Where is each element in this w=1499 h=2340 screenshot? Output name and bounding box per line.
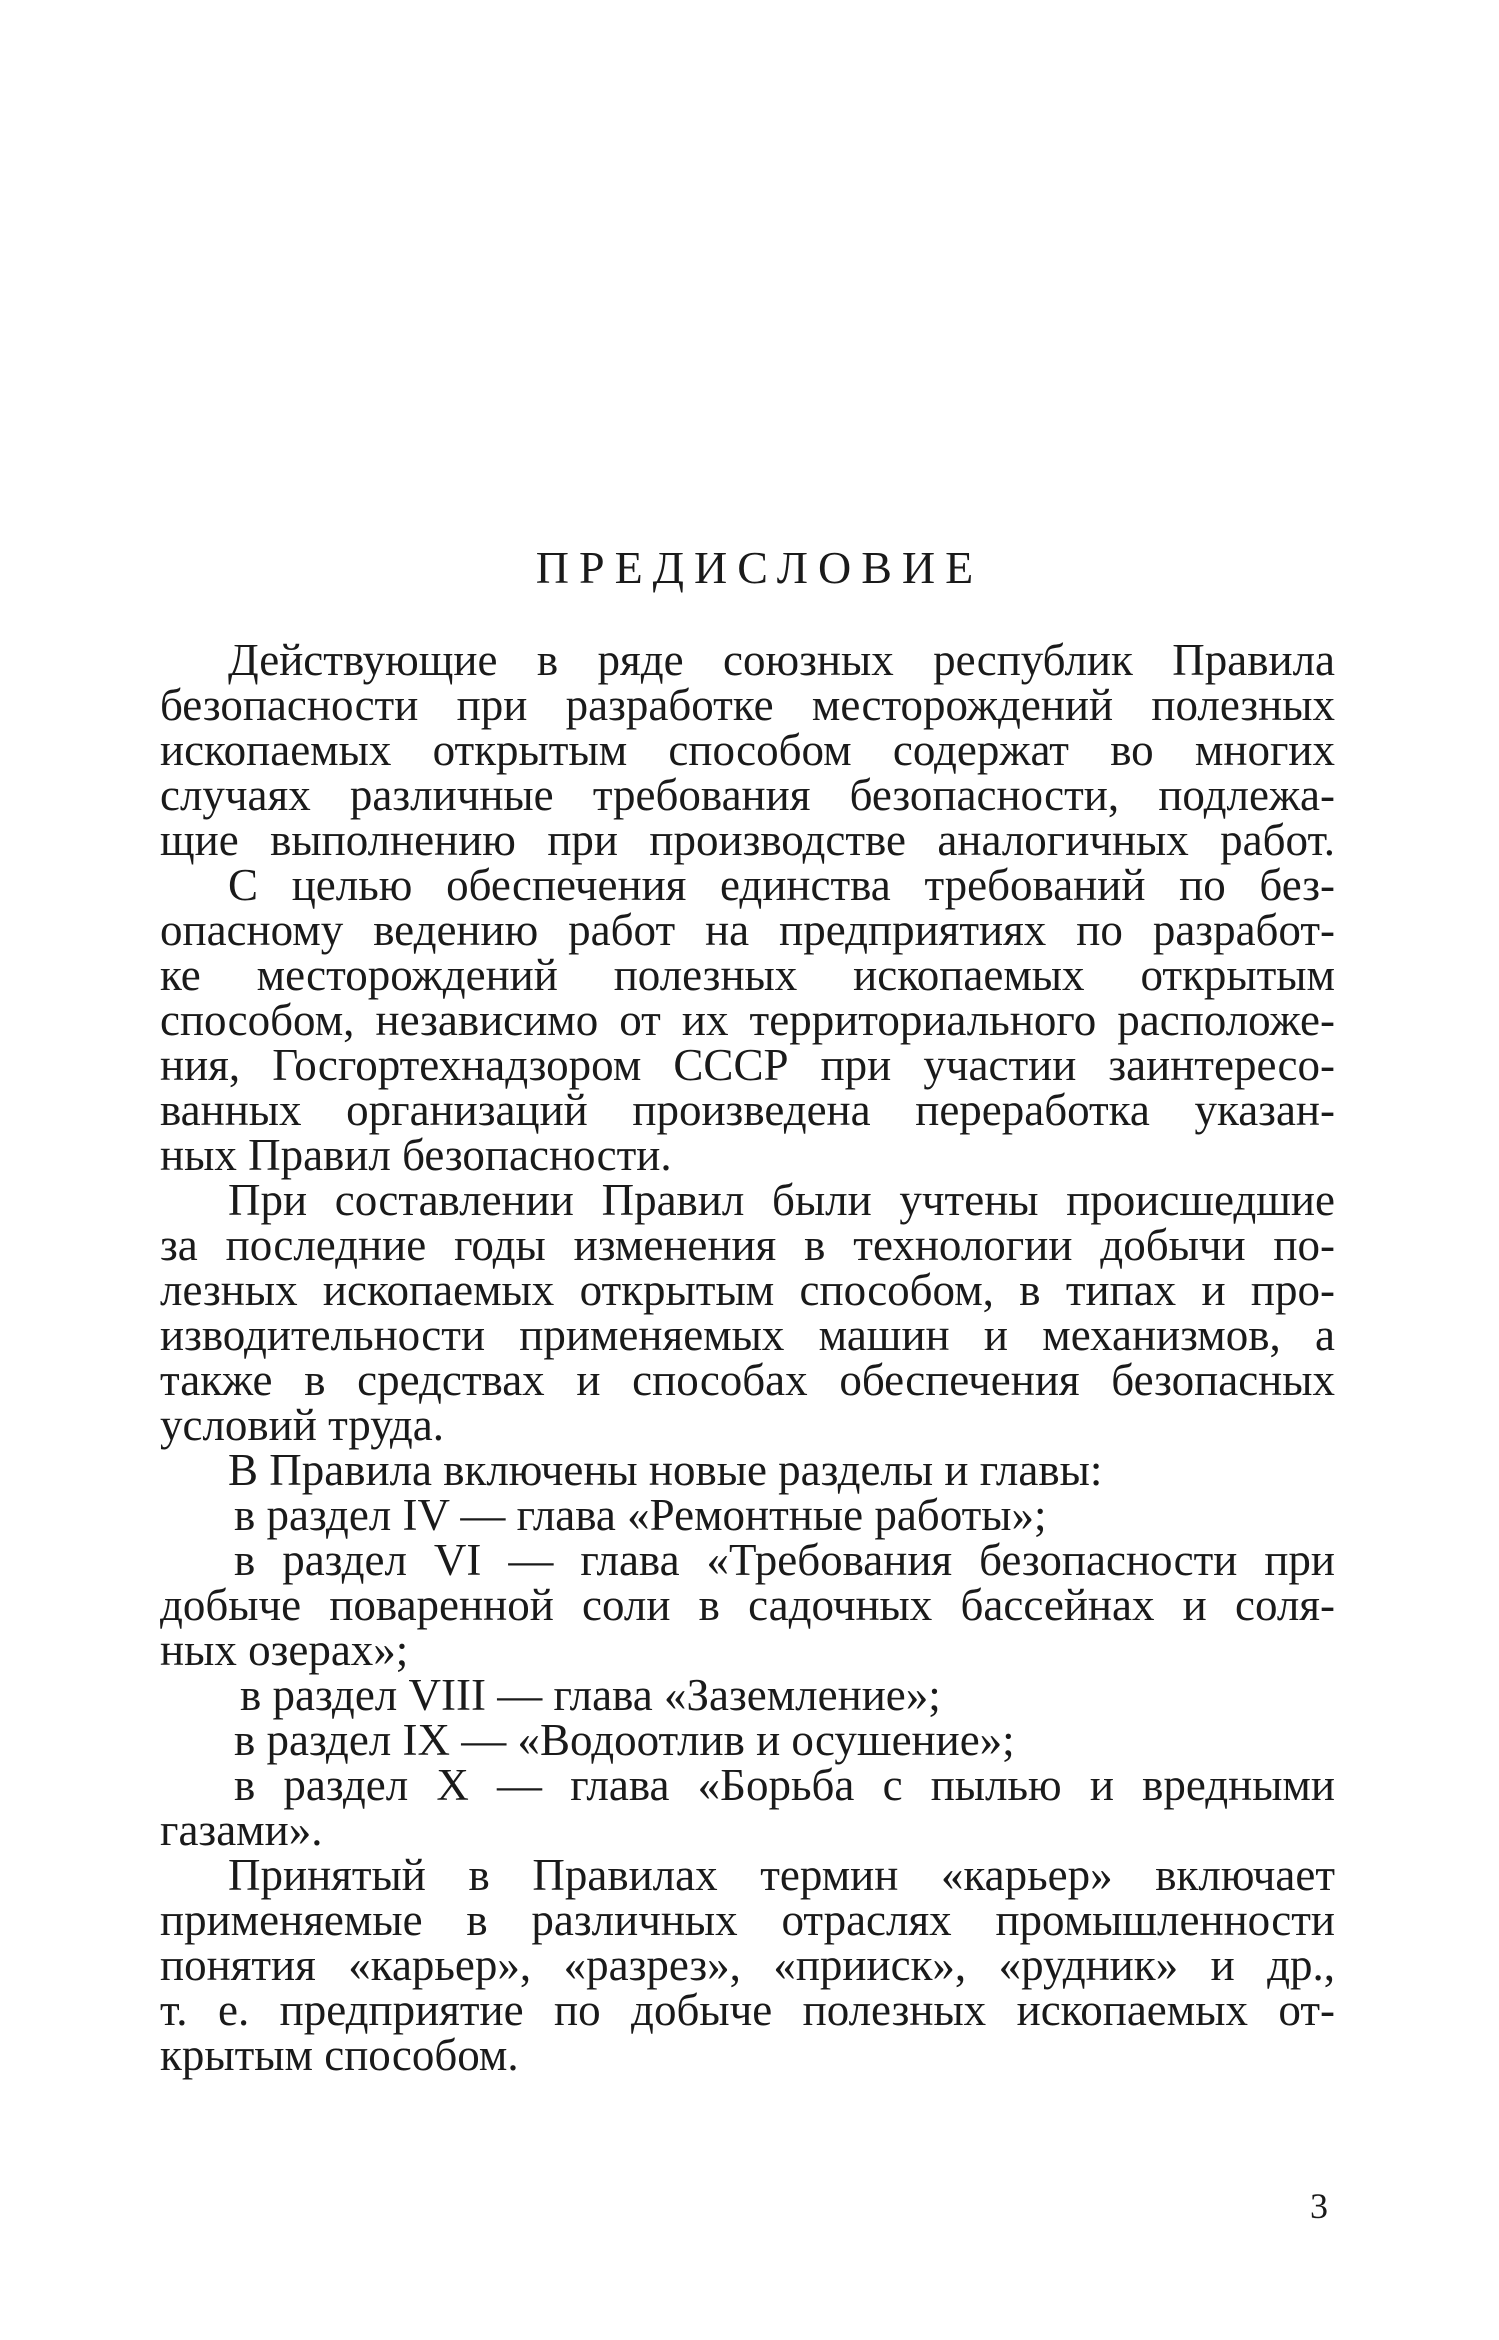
text-line: в раздел IV — глава «Ремонтные работы»; xyxy=(234,1490,1047,1540)
text-line: ванных организаций произведена переработка указан- xyxy=(160,1085,1335,1135)
text-line: применяемые в различных отраслях промышленности xyxy=(160,1895,1335,1945)
text-line: ния, Госгортехнадзором СССР при участии заинтересо- xyxy=(160,1040,1335,1090)
text-line: также в средствах и способах обеспечения безопасных xyxy=(160,1355,1335,1405)
text-line: лезных ископаемых открытым способом, в типах и про- xyxy=(160,1265,1335,1315)
text-line: щие выполнению при производстве аналогичных работ. xyxy=(160,815,1335,865)
text-line: С целью обеспечения единства требований по без- xyxy=(228,860,1335,910)
text-line: случаях различные требования безопасности, подлежа- xyxy=(160,770,1335,820)
text-line: за последние годы изменения в технологии добычи по- xyxy=(160,1220,1335,1270)
body-text xyxy=(160,635,1335,2080)
text-line: опасному ведению работ на предприятиях по разработ- xyxy=(160,905,1335,955)
text-line: Действующие в ряде союзных республик Правила xyxy=(228,635,1335,685)
text-line: добыче поваренной соли в садочных бассейнах и соля- xyxy=(160,1580,1335,1630)
text-line: ке месторождений полезных ископаемых открытым xyxy=(160,950,1335,1000)
page-title: ПРЕДИСЛОВИЕ xyxy=(535,542,984,593)
text-line: ископаемых открытым способом содержат во многих xyxy=(160,725,1335,775)
text-line: способом, независимо от их территориального расположе- xyxy=(160,995,1335,1045)
text-line: Принятый в Правилах термин «карьер» включает xyxy=(228,1850,1335,1900)
text-line: в раздел VIII — глава «Заземление»; xyxy=(240,1670,941,1720)
text-line: ных Правил безопасности. xyxy=(160,1130,672,1180)
text-line: В Правила включены новые разделы и главы: xyxy=(228,1445,1103,1495)
text-line: При составлении Правил были учтены происшедшие xyxy=(228,1175,1335,1225)
text-line: в раздел VI — глава «Требования безопасности при xyxy=(234,1535,1335,1585)
text-line: ных озерах»; xyxy=(160,1625,409,1675)
text-line: газами». xyxy=(160,1805,323,1855)
text-line: крытым способом. xyxy=(160,2030,519,2080)
text-line: т. е. предприятие по добыче полезных ископаемых от- xyxy=(160,1985,1335,2035)
text-line: понятия «карьер», «разрез», «прииск», «рудник» и др., xyxy=(160,1940,1335,1990)
text-line: условий труда. xyxy=(160,1400,444,1450)
text-line: в раздел X — глава «Борьба с пылью и вредными xyxy=(234,1760,1335,1810)
text-line: в раздел IX — «Водоотлив и осушение»; xyxy=(234,1715,1015,1765)
text-line: безопасности при разработке месторождений полезных xyxy=(160,680,1335,730)
page-number: 3 xyxy=(1310,2186,1328,2226)
text-line: изводительности применяемых машин и механизмов, а xyxy=(160,1310,1335,1360)
